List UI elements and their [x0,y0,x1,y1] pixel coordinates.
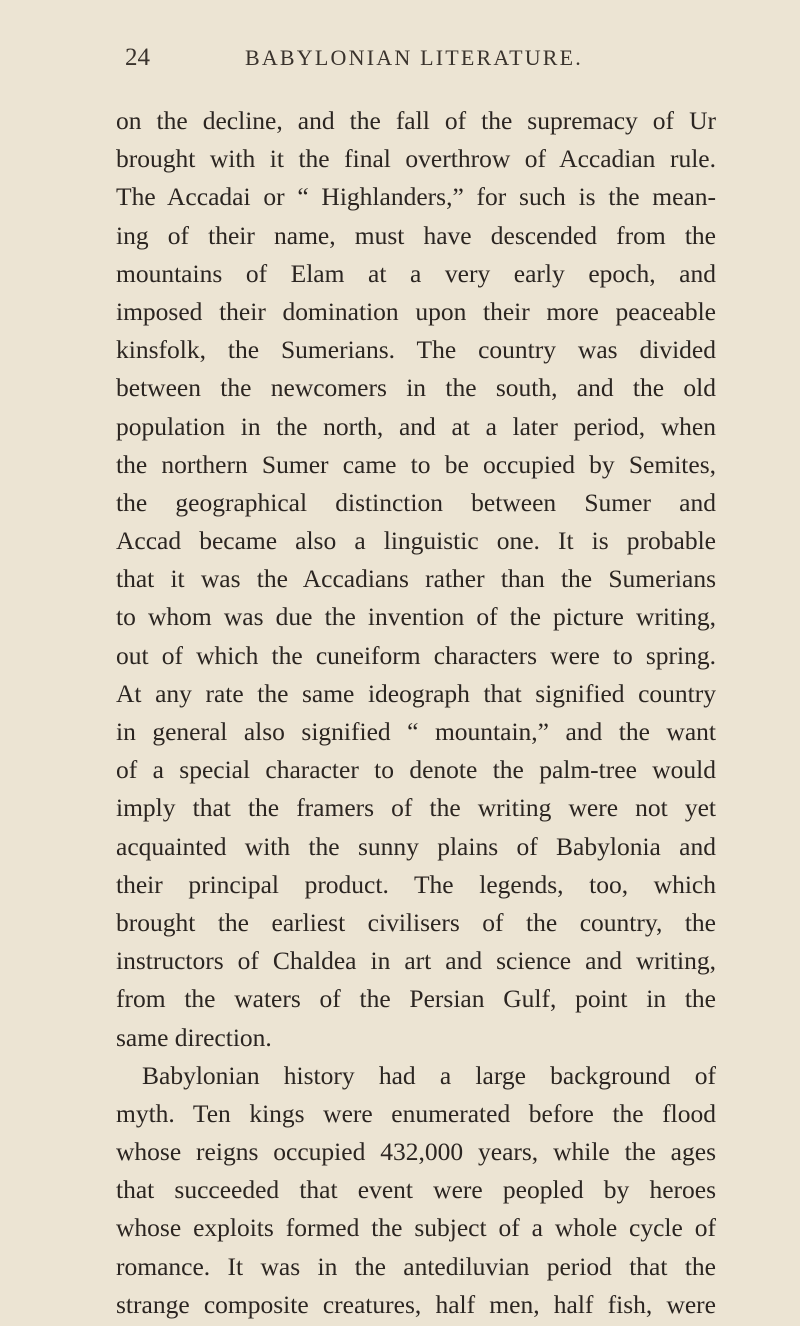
paragraph-end-line: same direction. [116,1022,272,1052]
paragraph-start-line: Babylonian history had a large background of [142,1060,716,1090]
text-line: of a special character to denote the palm-tree would [116,755,716,785]
text-line: mountains of Elam at a very early epoch, and [116,258,716,288]
text-line: kinsfolk, the Sumerians. The country was divided [116,335,716,365]
text-line: in general also signified “ mountain,” and the want [116,717,716,746]
text-line: myth. Ten kings were enumerated before the flood [116,1098,716,1128]
text-line: between the newcomers in the south, and the old [116,373,716,403]
text-line: brought the earliest civilisers of the country, the [116,907,716,937]
text-line: out of which the cuneiform characters were to spring. [116,640,716,670]
text-line: The Accadai or “ Highlanders,” for such is the mean- [116,182,716,212]
text-line: Accad became also a linguistic one. It is probable [116,526,716,556]
text-line: brought with it the final overthrow of Accadian rule. [116,144,716,174]
text-line: that it was the Accadians rather than the Sumerians [116,564,716,594]
text-line: whose reigns occupied 432,000 years, while the ages [116,1137,716,1167]
text-line: imposed their domination upon their more peaceable [116,296,716,326]
text-line: romance. It was in the antediluvian period that the [116,1251,716,1281]
running-title: BABYLONIAN LITERATURE. [244,45,584,70]
text-line: that succeeded that event were peopled by heroes [116,1175,716,1205]
text-line: At any rate the same ideograph that signified country [116,678,716,708]
text-line: their principal product. The legends, too, which [116,869,716,899]
text-line: ing of their name, must have descended from the [116,220,716,250]
text-line: instructors of Chaldea in art and science and writing, [116,946,716,976]
running-head [125,38,710,78]
text-line: imply that the framers of the writing were not yet [116,793,716,823]
body-text [116,102,716,1324]
text-line: acquainted with the sunny plains of Babylonia and [116,831,716,861]
page-number: 24 [125,44,150,71]
text-line: population in the north, and at a later period, when [116,411,716,441]
text-line: to whom was due the invention of the picture writing, [116,602,716,632]
text-line: the geographical distinction between Sumer and [116,487,716,517]
text-line: the northern Sumer came to be occupied by Semites, [116,449,716,479]
text-line: on the decline, and the fall of the supremacy of Ur [116,106,716,135]
text-line: strange composite creatures, half men, half fish, were [116,1289,716,1319]
text-line: from the waters of the Persian Gulf, point in the [116,984,716,1014]
text-line: whose exploits formed the subject of a whole cycle of [116,1213,716,1243]
